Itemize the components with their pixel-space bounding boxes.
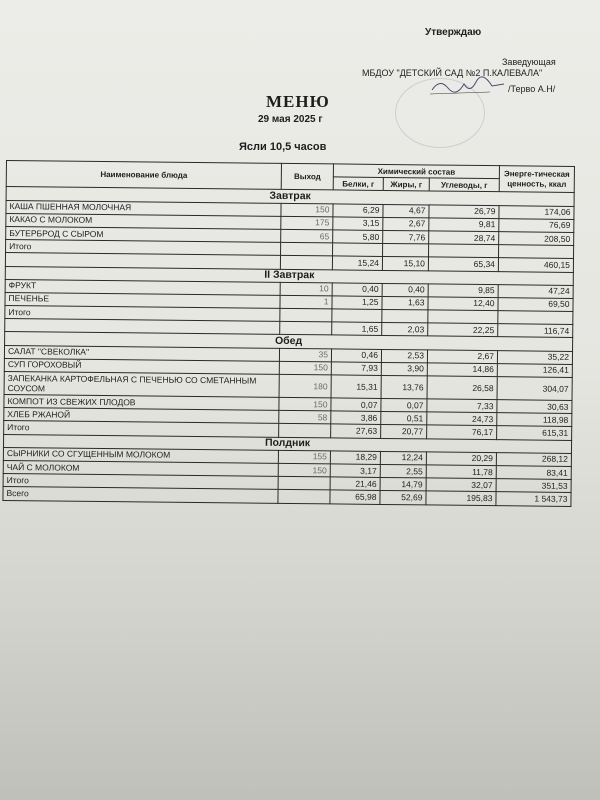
cell-fat bbox=[383, 244, 429, 258]
cell-fat: 52,69 bbox=[380, 491, 426, 505]
cell-protein: 5,80 bbox=[333, 230, 383, 244]
cell-dish: СЫРНИКИ СО СГУЩЕННЫМ МОЛОКОМ bbox=[3, 447, 278, 463]
cell-yield: 1 bbox=[280, 295, 332, 309]
cell-dish: Всего bbox=[3, 487, 278, 503]
cell-dish: ЧАЙ С МОЛОКОМ bbox=[3, 460, 278, 476]
section-title: Полдник bbox=[3, 434, 571, 453]
cell-protein: 65,98 bbox=[330, 490, 380, 504]
section-title: Завтрак bbox=[6, 187, 574, 206]
cell-yield bbox=[278, 476, 330, 490]
cell-protein: 3,15 bbox=[333, 217, 383, 231]
cell-fat: 7,76 bbox=[383, 230, 429, 244]
cell-fat: 3,90 bbox=[381, 362, 427, 376]
section-title: Обед bbox=[5, 332, 573, 351]
cell-protein: 7,93 bbox=[331, 362, 381, 376]
cell-protein: 15,31 bbox=[331, 375, 381, 399]
cell-fat: 2,03 bbox=[382, 323, 428, 337]
cell-protein: 0,40 bbox=[332, 283, 382, 297]
cell-energy: 126,41 bbox=[497, 363, 572, 377]
cell-yield: 150 bbox=[279, 397, 331, 411]
cell-protein bbox=[333, 243, 383, 257]
cell-protein: 6,29 bbox=[333, 203, 383, 217]
cell-dish: Итого bbox=[6, 240, 281, 256]
cell-carbs: 32,07 bbox=[426, 478, 496, 492]
approval-label: Утверждаю bbox=[425, 27, 482, 38]
cell-fat: 0,40 bbox=[382, 283, 428, 297]
header-chem: Химический состав bbox=[333, 164, 499, 179]
cell-carbs: 28,74 bbox=[429, 231, 499, 245]
header-energy: Энерге-тическая ценность, ккал bbox=[499, 166, 574, 193]
cell-protein: 21,46 bbox=[330, 477, 380, 491]
section-title: II Завтрак bbox=[5, 266, 573, 285]
cell-energy bbox=[498, 311, 573, 325]
cell-fat: 2,67 bbox=[383, 217, 429, 231]
cell-energy: 30,63 bbox=[497, 400, 572, 414]
cell-carbs: 26,79 bbox=[429, 204, 499, 218]
cell-energy: 69,50 bbox=[498, 298, 573, 312]
cell-dish: БУТЕРБРОД С СЫРОМ bbox=[6, 226, 281, 242]
cell-fat bbox=[382, 310, 428, 324]
cell-dish: ЗАПЕКАНКА КАРТОФЕЛЬНАЯ С ПЕЧЕНЬЮ СО СМЕТАННЫМ СОУСОМ bbox=[4, 371, 279, 397]
cell-energy: 268,12 bbox=[496, 452, 571, 466]
cell-yield bbox=[279, 424, 331, 438]
cell-energy: 460,15 bbox=[498, 258, 573, 272]
cell-protein: 18,29 bbox=[330, 451, 380, 465]
cell-dish: Итого bbox=[4, 421, 279, 437]
cell-fat: 2,53 bbox=[381, 349, 427, 363]
cell-fat: 0,07 bbox=[381, 398, 427, 412]
cell-carbs: 24,73 bbox=[427, 412, 497, 426]
cell-energy: 118,98 bbox=[497, 413, 572, 427]
cell-yield: 155 bbox=[278, 450, 330, 464]
cell-energy: 76,69 bbox=[499, 218, 574, 232]
cell-carbs: 12,40 bbox=[428, 297, 498, 311]
cell-fat: 2,55 bbox=[380, 464, 426, 478]
cell-dish: Итого bbox=[5, 306, 280, 322]
cell-carbs: 76,17 bbox=[427, 425, 497, 439]
menu-body bbox=[3, 187, 574, 506]
cell-dish: СУП ГОРОХОВЫЙ bbox=[4, 358, 279, 374]
cell-dish: САЛАТ "СВЕКОЛКА" bbox=[4, 345, 279, 361]
menu-table bbox=[2, 160, 575, 506]
cell-yield: 150 bbox=[281, 203, 333, 217]
cell-yield: 58 bbox=[279, 411, 331, 425]
cell-carbs: 65,34 bbox=[428, 257, 498, 271]
header-yield: Выход bbox=[281, 163, 333, 190]
cell-yield: 65 bbox=[281, 229, 333, 243]
organization-name: МБДОУ "ДЕТСКИЙ САД №2 П.КАЛЕВАЛА" bbox=[362, 68, 543, 78]
signer-name: /Тервo А.Н/ bbox=[508, 84, 556, 94]
cell-carbs: 9,81 bbox=[429, 218, 499, 232]
approver-role: Заведующая bbox=[502, 57, 556, 67]
cell-protein: 3,17 bbox=[330, 464, 380, 478]
cell-energy: 615,31 bbox=[497, 426, 572, 440]
cell-yield: 35 bbox=[279, 348, 331, 362]
cell-fat: 15,10 bbox=[382, 257, 428, 271]
cell-fat: 0,51 bbox=[381, 412, 427, 426]
cell-yield bbox=[280, 256, 332, 270]
cell-protein: 1,65 bbox=[332, 322, 382, 336]
cell-energy: 35,22 bbox=[497, 350, 572, 364]
cell-yield: 150 bbox=[279, 361, 331, 375]
cell-energy: 351,53 bbox=[496, 479, 571, 493]
cell-energy: 174,06 bbox=[499, 205, 574, 219]
cell-dish: ФРУКТ bbox=[5, 279, 280, 295]
cell-energy: 208,50 bbox=[499, 232, 574, 246]
cell-yield bbox=[278, 490, 330, 504]
cell-carbs: 14,86 bbox=[427, 363, 497, 377]
cell-protein: 0,07 bbox=[331, 398, 381, 412]
cell-dish: ПЕЧЕНЬЕ bbox=[5, 292, 280, 308]
cell-yield: 10 bbox=[280, 282, 332, 296]
cell-dish: КОМПОТ ИЗ СВЕЖИХ ПЛОДОВ bbox=[4, 394, 279, 410]
cell-energy bbox=[499, 245, 574, 259]
cell-energy: 116,74 bbox=[498, 324, 573, 338]
document-title: МЕНЮ bbox=[266, 92, 330, 111]
cell-fat: 13,76 bbox=[381, 375, 427, 398]
cell-protein: 3,86 bbox=[331, 411, 381, 425]
cell-carbs: 22,25 bbox=[428, 323, 498, 337]
cell-energy: 47,24 bbox=[498, 284, 573, 298]
header-carbs: Углеводы, г bbox=[429, 178, 499, 192]
header-protein: Белки, г bbox=[333, 177, 383, 191]
cell-carbs: 26,58 bbox=[427, 376, 497, 400]
cell-dish: Итого bbox=[3, 474, 278, 490]
cell-dish: КАКАО С МОЛОКОМ bbox=[6, 213, 281, 229]
cell-carbs: 2,67 bbox=[427, 350, 497, 364]
cell-yield: 180 bbox=[279, 374, 331, 398]
document-subtitle: Ясли 10,5 часов bbox=[239, 141, 327, 153]
cell-protein: 15,24 bbox=[332, 256, 382, 270]
header-dish: Наименование блюда bbox=[6, 161, 281, 190]
cell-protein: 1,25 bbox=[332, 296, 382, 310]
cell-yield bbox=[280, 322, 332, 336]
cell-yield: 175 bbox=[281, 216, 333, 230]
cell-fat: 12,24 bbox=[380, 451, 426, 465]
cell-protein: 0,46 bbox=[331, 349, 381, 363]
cell-carbs: 11,78 bbox=[426, 465, 496, 479]
cell-carbs: 9,85 bbox=[428, 284, 498, 298]
cell-dish: ХЛЕБ РЖАНОЙ bbox=[4, 408, 279, 424]
cell-dish: КАША ПШЕННАЯ МОЛОЧНАЯ bbox=[6, 200, 281, 216]
cell-fat: 4,67 bbox=[383, 204, 429, 218]
cell-fat: 14,79 bbox=[380, 478, 426, 492]
cell-fat: 1,63 bbox=[382, 296, 428, 310]
cell-carbs: 195,83 bbox=[426, 491, 496, 505]
cell-protein bbox=[332, 309, 382, 323]
cell-carbs bbox=[429, 244, 499, 258]
cell-fat: 20,77 bbox=[381, 425, 427, 439]
cell-protein: 27,63 bbox=[331, 424, 381, 438]
cell-carbs: 20,29 bbox=[426, 452, 496, 466]
header-fat: Жиры, г bbox=[383, 178, 429, 192]
cell-energy: 1 543,73 bbox=[496, 492, 571, 506]
cell-energy: 304,07 bbox=[497, 377, 572, 401]
cell-yield bbox=[281, 243, 333, 257]
cell-carbs: 7,33 bbox=[427, 399, 497, 413]
document-date: 29 мая 2025 г bbox=[258, 114, 323, 125]
cell-yield: 150 bbox=[278, 463, 330, 477]
cell-yield bbox=[280, 308, 332, 322]
cell-carbs bbox=[428, 310, 498, 324]
cell-energy: 83,41 bbox=[496, 466, 571, 480]
